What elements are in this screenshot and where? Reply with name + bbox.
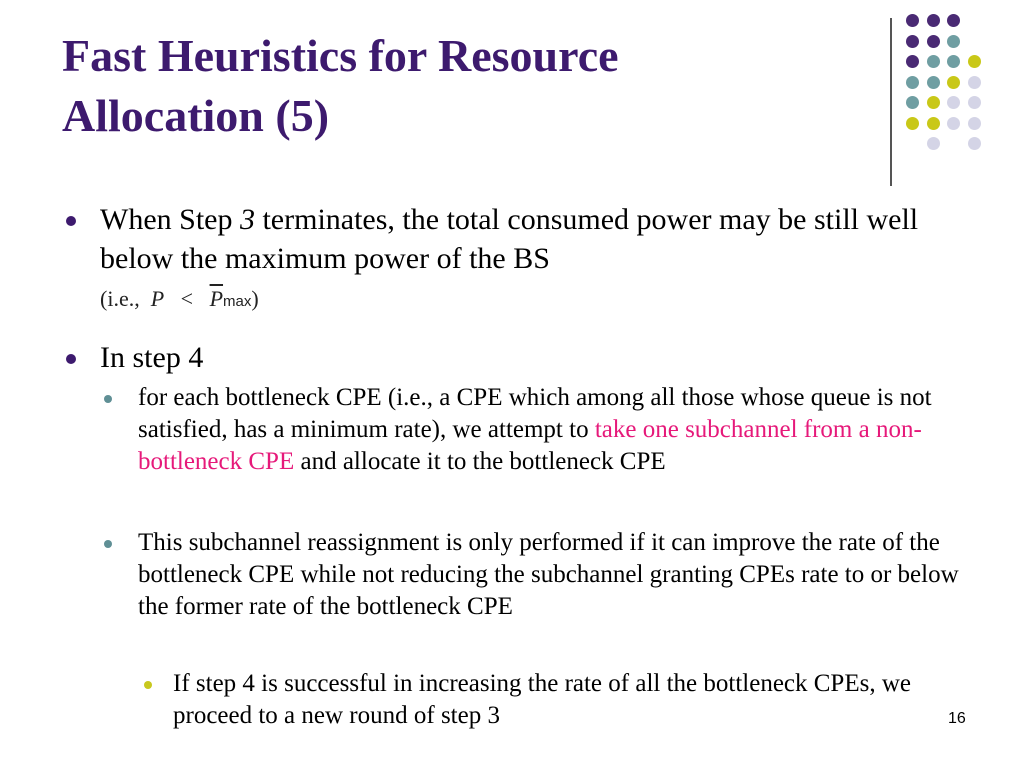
decorative-dot — [968, 137, 981, 150]
decorative-dot — [947, 14, 960, 27]
decorative-dot — [968, 117, 981, 130]
bullet-marker — [104, 395, 112, 403]
decorative-dot — [927, 35, 940, 48]
decorative-dot — [947, 35, 960, 48]
decorative-dot — [968, 96, 981, 109]
decorative-dot — [947, 117, 960, 130]
decorative-dot — [947, 55, 960, 68]
decorative-dot — [906, 117, 919, 130]
slide-title-line2: Allocation (5) — [62, 90, 330, 141]
bullet-text — [100, 200, 960, 278]
decorative-dot — [968, 55, 981, 68]
bullet-text: This subchannel reassignment is only performed if it can improve the rate of the bottleneck CPE while not reducing the subchannel granting CPEs rate to or below the former rate of the bottleneck CPE — [138, 529, 959, 620]
bullet-text — [138, 382, 978, 478]
bullet-marker — [104, 540, 112, 548]
slide-title — [62, 26, 862, 146]
bullet-marker — [66, 354, 76, 364]
bullet-text: If step 4 is successful in increasing the rate of all the bottleneck CPEs, we proceed to a new round of step 3 — [173, 670, 911, 729]
decorative-dot — [968, 76, 981, 89]
formula-pmax: $\overline{P}$ — [209, 286, 224, 311]
formula-operator: < — [180, 286, 194, 311]
bullet-text-part: for each bottleneck CPE (i.e., a CPE which among all those whose queue is not satisfied, has a minimum rate), we attempt to — [138, 384, 932, 443]
decorative-dot — [906, 96, 919, 109]
formula-prefix: (i.e., — [100, 286, 140, 311]
bullet-marker — [144, 681, 152, 689]
decorative-dot — [927, 76, 940, 89]
formula-subscript: max — [223, 293, 252, 310]
decorative-dot — [906, 55, 919, 68]
bullet-text-part: and allocate it to the bottleneck CPE — [294, 448, 666, 475]
bullet-text-part: terminates, the total consumed power may be still well below the maximum power of the BS — [100, 203, 919, 275]
decorative-dot — [927, 14, 940, 27]
decorative-dot — [906, 14, 919, 27]
formula-suffix: ) — [251, 286, 259, 311]
formula-variable: P — [150, 286, 165, 311]
bullet-marker — [66, 216, 76, 226]
decorative-dot — [927, 55, 940, 68]
decorative-dot — [927, 137, 940, 150]
decorative-dot — [947, 96, 960, 109]
decorative-dot — [927, 96, 940, 109]
power-formula — [100, 284, 259, 317]
decorative-dot — [947, 76, 960, 89]
decorative-dot-grid — [906, 14, 1016, 164]
title-divider — [890, 18, 892, 186]
slide-title-line1: Fast Heuristics for Resource — [62, 30, 619, 81]
decorative-dot — [906, 76, 919, 89]
page-number: 16 — [948, 710, 966, 727]
bullet-text-part: When Step — [100, 203, 240, 236]
highlighted-text: take one subchannel from a non-bottleneck CPE — [138, 416, 922, 475]
decorative-dot — [927, 117, 940, 130]
bullet-text: In step 4 — [100, 341, 204, 374]
step-number: 3 — [239, 203, 255, 236]
decorative-dot — [906, 35, 919, 48]
